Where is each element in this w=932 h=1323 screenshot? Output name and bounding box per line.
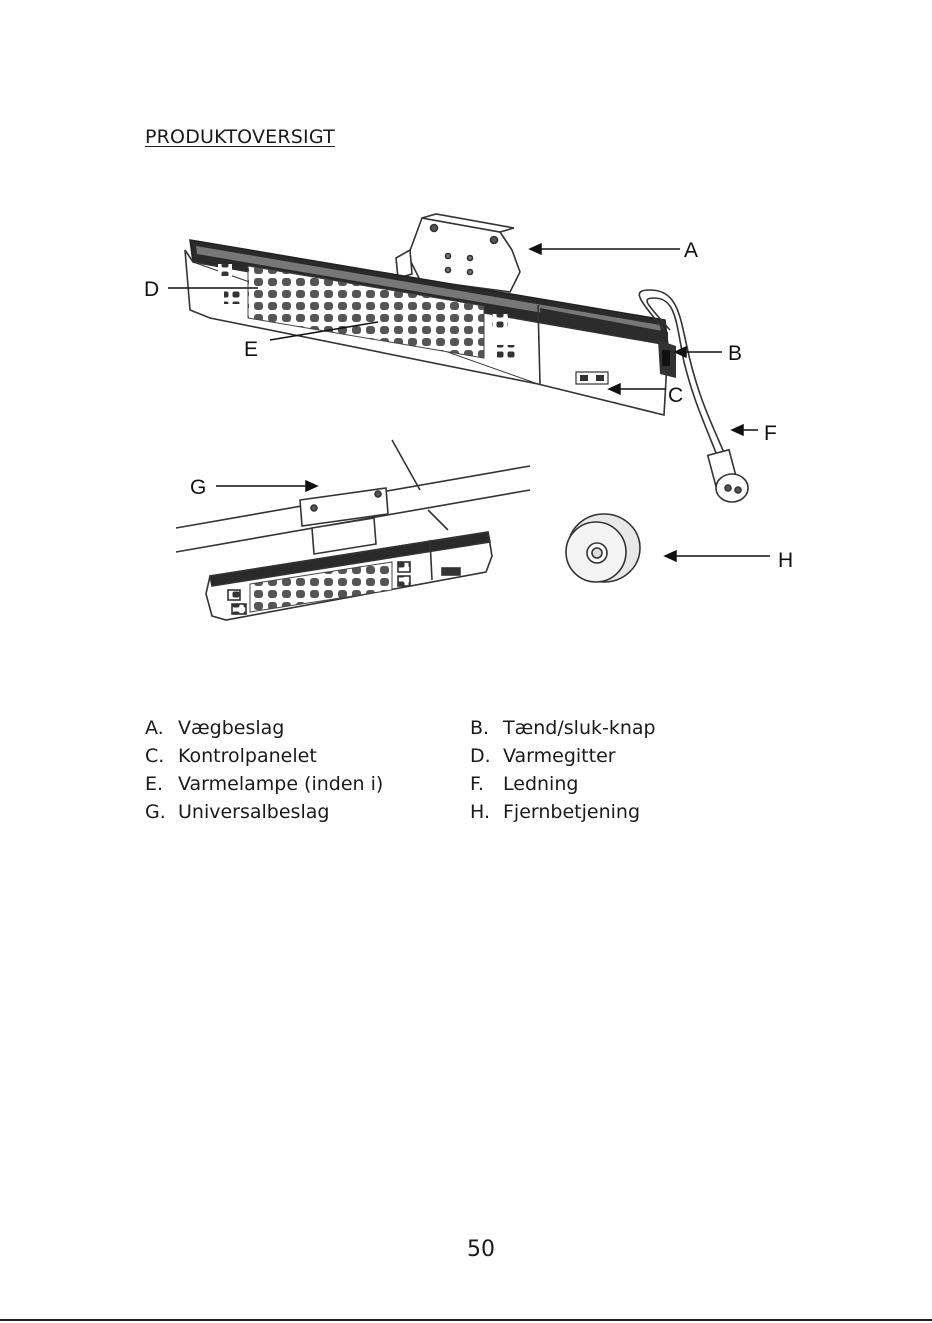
legend-text: Universalbeslag: [178, 801, 330, 823]
legend-text: Varmelampe (inden i): [178, 773, 384, 795]
legend-item-f: [470, 770, 578, 798]
legend-letter: D.: [470, 745, 491, 767]
legend-item-a: [145, 714, 284, 742]
legend-item-d: [470, 742, 616, 770]
legend-text: Vægbeslag: [178, 717, 285, 739]
callout-b: B: [728, 342, 743, 365]
universal-bracket-drawing: [176, 440, 530, 620]
legend-letter: F.: [470, 773, 484, 795]
callout-a: A: [684, 239, 699, 262]
legend-item-h: [470, 798, 640, 826]
page-number: 50: [467, 1237, 495, 1262]
section-heading: PRODUKTOVERSIGT: [145, 126, 335, 148]
legend-item-b: [470, 714, 656, 742]
legend-letter: C.: [145, 745, 165, 767]
legend-letter: B.: [470, 717, 490, 739]
legend-item-c: [145, 742, 317, 770]
legend-text: Tænd/sluk-knap: [503, 717, 656, 739]
callout-c: C: [668, 384, 684, 407]
legend-text: Fjernbetjening: [503, 801, 641, 823]
bottom-rule: [0, 1319, 932, 1321]
remote-control-drawing: [566, 514, 640, 582]
legend-row: [145, 742, 705, 770]
legend-letter: E.: [145, 773, 164, 795]
callout-g: G: [190, 476, 207, 499]
legend-row: [145, 770, 705, 798]
legend-letter: H.: [470, 801, 490, 823]
legend-text: Ledning: [503, 773, 579, 795]
callout-d: D: [144, 278, 160, 301]
callout-e: E: [244, 338, 259, 361]
legend-item-g: [145, 798, 329, 826]
callout-f: F: [764, 422, 777, 445]
legend-item-e: [145, 770, 383, 798]
legend-row: [145, 798, 705, 826]
parts-legend: [145, 714, 705, 826]
callout-h: H: [778, 549, 794, 572]
legend-letter: G.: [145, 801, 166, 823]
legend-row: [145, 714, 705, 742]
legend-text: Varmegitter: [503, 745, 616, 767]
legend-letter: A.: [145, 717, 164, 739]
legend-text: Kontrolpanelet: [178, 745, 317, 767]
